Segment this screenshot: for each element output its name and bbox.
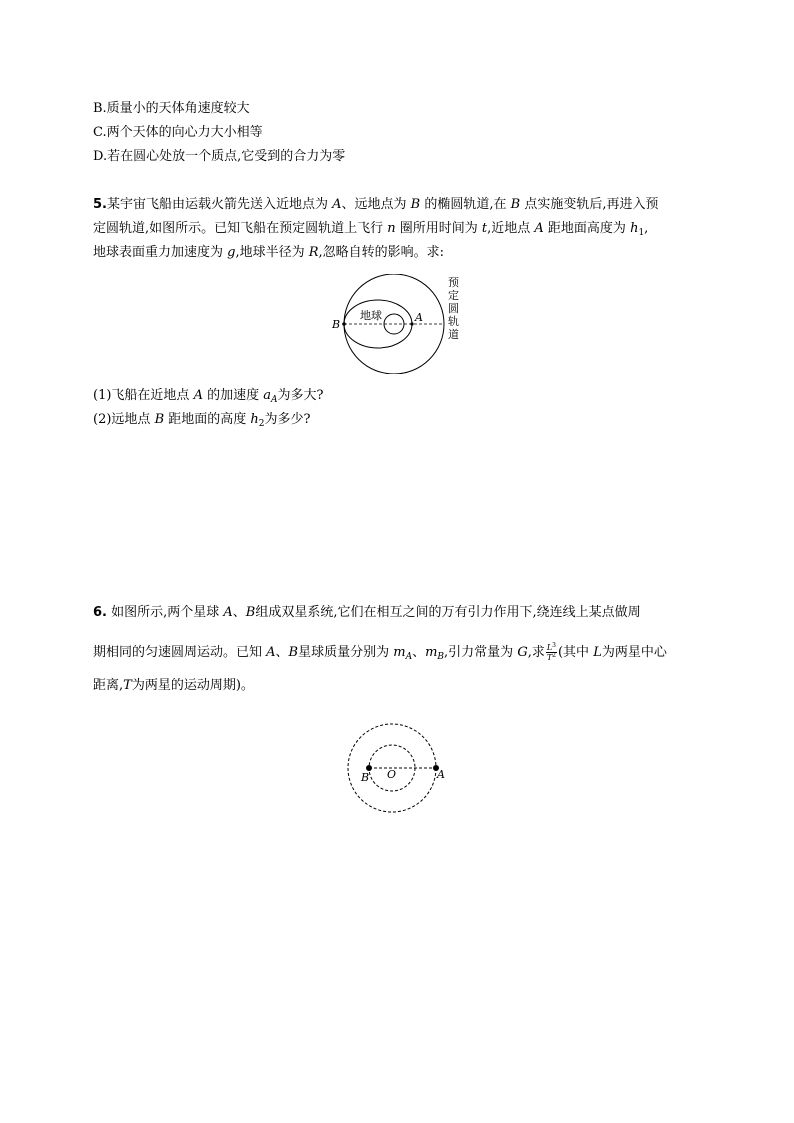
q5-text: 某宇宙飞船由运载火箭先送入近地点为: [106, 197, 333, 212]
q5-line-2: [93, 221, 648, 237]
q5-var-h2: h: [250, 412, 259, 427]
q6-var-m: m: [425, 645, 438, 660]
option-b: B.质量小的天体角速度较大: [93, 101, 250, 116]
q5-var-a: A: [332, 197, 342, 212]
q5-text: 为多大?: [277, 388, 324, 403]
q6-line-2: [93, 643, 667, 662]
q6-text: ,引力常量为: [444, 645, 518, 660]
q6-line-1: [93, 605, 641, 621]
q5-text: 、远地点为: [341, 197, 411, 212]
q5-text: (1)飞船在近地点: [93, 388, 194, 403]
q6-text: 如图所示,两个星球: [106, 605, 224, 620]
q5-text: ,忽略自转的影响。求:: [318, 245, 445, 260]
q5-orbit-diagram: [332, 274, 472, 374]
q5-var-t: t: [481, 221, 488, 236]
star-a-label: A: [437, 768, 445, 781]
q6-var-l: L: [593, 645, 602, 660]
q5-text: 地球表面重力加速度为: [93, 245, 228, 260]
q5-var-b: B: [410, 197, 421, 212]
q5-var-a: A: [534, 221, 544, 236]
point-b-dot: [342, 322, 346, 326]
point-a-label: A: [415, 311, 423, 324]
q5-line-1: [93, 197, 658, 213]
q6-sub-a: A: [405, 652, 413, 662]
q6-var-b: B: [288, 645, 299, 660]
q5-var-h1: h: [630, 221, 639, 236]
option-d: D.若在圆心处放一个质点,它受到的合力为零: [93, 149, 346, 164]
q6-text: 星球质量分别为: [298, 645, 394, 660]
q6-text: 期相同的匀速圆周运动。已知: [93, 645, 267, 660]
q5-text: ,: [644, 221, 649, 236]
q5-text: (2)远地点: [93, 412, 155, 427]
q6-text: 组成双星系统,它们在相互之间的万有引力作用下,绕连线上某点做周: [255, 605, 641, 620]
q6-var-a: A: [223, 605, 233, 620]
q5-var-b: B: [154, 412, 165, 427]
center-o-label: O: [387, 768, 397, 781]
q6-sub-b: B: [437, 652, 445, 662]
q5-text: 为多少?: [264, 412, 311, 427]
q6-binary-star-diagram: [344, 721, 454, 821]
q5-number: 5.: [93, 197, 107, 212]
q5-text: 点实施变轨后,再进入预: [520, 197, 659, 212]
q5-text: 距地面高度为: [543, 221, 631, 236]
q5-sub-question-2: [93, 412, 310, 428]
orbit-label-char: 圆: [448, 302, 459, 315]
q5-var-g: g: [227, 245, 236, 260]
point-b-label: B: [332, 318, 341, 331]
q6-text: ,求: [527, 645, 545, 660]
q5-text: 定圆轨道,如图所示。已知飞船在预定圆轨道上飞行: [93, 221, 388, 236]
q5-var-acc: a: [263, 388, 271, 403]
q5-text: 的加速度: [202, 388, 264, 403]
q5-text: 的椭圆轨道,在: [420, 197, 511, 212]
q5-text: ,地球半径为: [235, 245, 309, 260]
star-b-label: B: [361, 771, 370, 784]
orbit-label-char: 预: [448, 276, 459, 289]
q5-text: ,近地点: [487, 221, 535, 236]
q5-sub-a: A: [270, 395, 278, 405]
q5-var-b: B: [510, 197, 521, 212]
q6-line-3: [93, 678, 254, 694]
earth-label: 地球: [360, 309, 382, 322]
q6-text: 为两星中心: [601, 645, 667, 660]
q5-sub-question-1: [93, 388, 323, 404]
q6-text: 、: [232, 605, 246, 620]
q6-text: 、: [275, 645, 289, 660]
q5-text: 距地面的高度: [164, 412, 251, 427]
q5-sub-1: 1: [638, 228, 645, 238]
q6-var-m: m: [393, 645, 406, 660]
q6-var-t: T: [123, 678, 132, 693]
point-a-dot: [410, 322, 413, 325]
q5-line-3: [93, 245, 444, 261]
q6-text: 为两星的运动周期)。: [131, 678, 254, 693]
orbit-label-char: 道: [448, 328, 459, 341]
fraction-l3-over-t2: $\frac{L^3}{T^2}$: [546, 642, 556, 662]
q5-sub-2: 2: [258, 419, 265, 429]
orbit-label-char: 定: [448, 289, 459, 302]
q6-var-g: G: [517, 645, 528, 660]
q5-text: 圈所用时间为: [395, 221, 482, 236]
q6-var-a: A: [266, 645, 276, 660]
q5-var-r: R: [308, 245, 319, 260]
q6-text: 、: [412, 645, 426, 660]
orbit-label-char: 轨: [448, 315, 459, 328]
option-c: C.两个天体的向心力大小相等: [93, 125, 263, 140]
q6-number: 6.: [93, 605, 107, 620]
q5-var-n: n: [387, 221, 396, 236]
q6-text: 距离,: [93, 678, 124, 693]
q6-var-b: B: [245, 605, 256, 620]
q5-var-a: A: [193, 388, 203, 403]
q6-text: (其中: [557, 645, 594, 660]
